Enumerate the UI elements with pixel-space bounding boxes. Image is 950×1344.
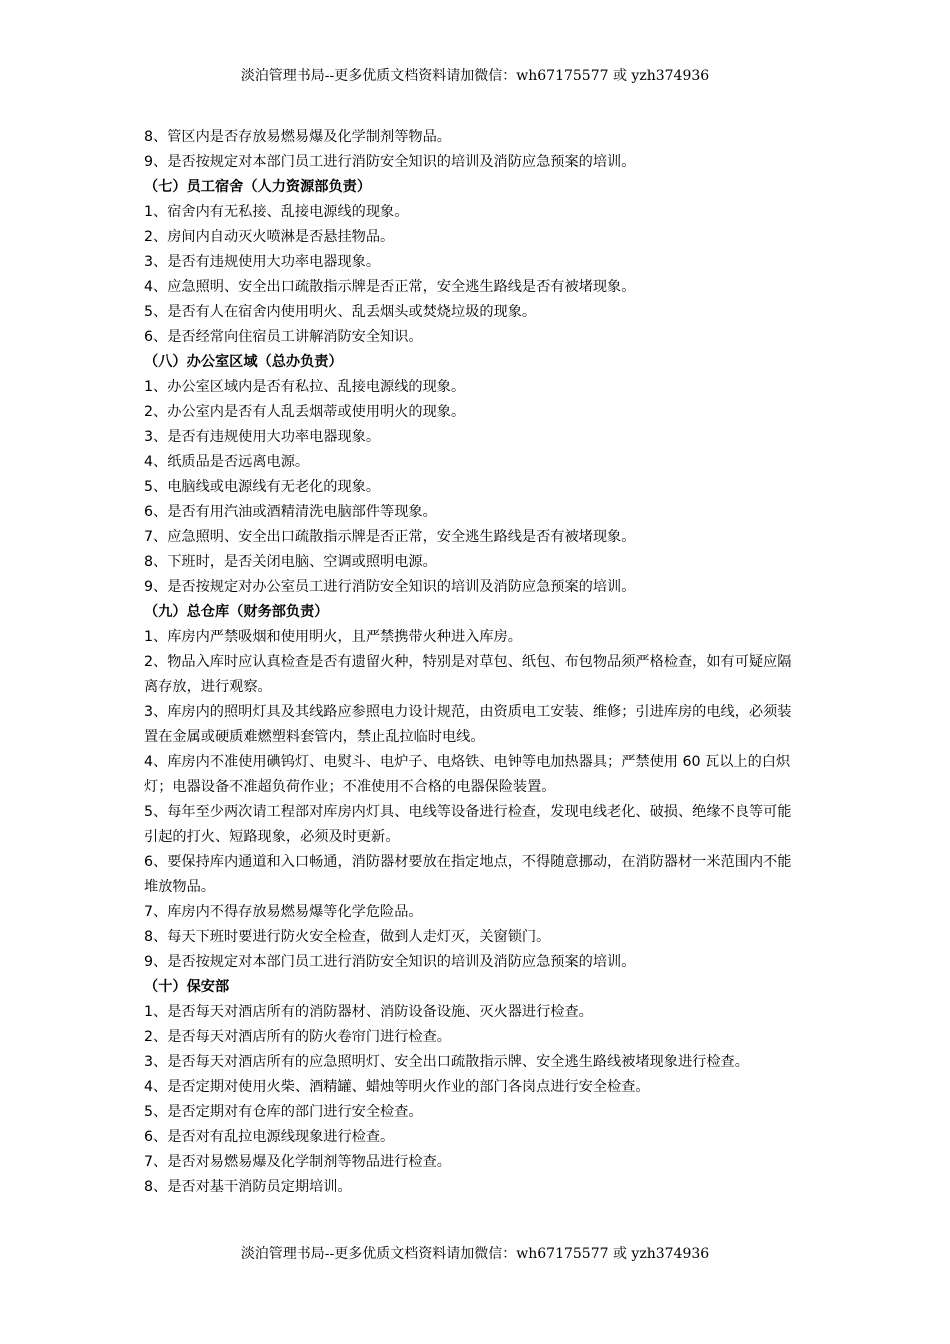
list-item: 8、管区内是否存放易燃易爆及化学制剂等物品。 xyxy=(144,129,451,145)
document-body xyxy=(144,125,804,1200)
page-footer: 淡泊管理书局--更多优质文档资料请加微信：wh67175577 或 yzh374936 xyxy=(240,1246,710,1262)
section-heading: （十）保安部 xyxy=(144,979,230,995)
list-item: 4、应急照明、安全出口疏散指示牌是否正常，安全逃生路线是否有被堵现象。 xyxy=(144,279,636,295)
list-item: 8、每天下班时要进行防火安全检查，做到人走灯灭，关窗锁门。 xyxy=(144,929,551,945)
page-header: 淡泊管理书局--更多优质文档资料请加微信：wh67175577 或 yzh374936 xyxy=(240,68,710,84)
list-item: 5、每年至少两次请工程部对库房内灯具、电线等设备进行检查，发现电线老化、破损、绝缘不良等可能引起的打火、短路现象，必须及时更新。 xyxy=(144,804,792,845)
list-item: 7、是否对易燃易爆及化学制剂等物品进行检查。 xyxy=(144,1154,451,1170)
list-item: 1、办公室区域内是否有私拉、乱接电源线的现象。 xyxy=(144,379,466,395)
list-item: 6、是否有用汽油或酒精清洗电脑部件等现象。 xyxy=(144,504,437,520)
section-heading: （七）员工宿舍（人力资源部负责） xyxy=(144,179,372,195)
list-item: 4、是否定期对使用火柴、酒精罐、蜡烛等明火作业的部门各岗点进行安全检查。 xyxy=(144,1079,650,1095)
list-item: 3、是否有违规使用大功率电器现象。 xyxy=(144,254,381,270)
section-heading: （九）总仓库（财务部负责） xyxy=(144,604,329,620)
list-item: 2、房间内自动灭火喷淋是否悬挂物品。 xyxy=(144,229,395,245)
list-item: 8、是否对基干消防员定期培训。 xyxy=(144,1179,352,1195)
list-item: 3、库房内的照明灯具及其线路应参照电力设计规范，由资质电工安装、维修；引进库房的电线，必须装置在金属或硬质难燃塑料套管内，禁止乱拉临时电线。 xyxy=(144,704,792,745)
list-item: 9、是否按规定对本部门员工进行消防安全知识的培训及消防应急预案的培训。 xyxy=(144,154,636,170)
list-item: 4、纸质品是否远离电源。 xyxy=(144,454,310,470)
list-item: 3、是否有违规使用大功率电器现象。 xyxy=(144,429,381,445)
list-item: 7、库房内不得存放易燃易爆等化学危险品。 xyxy=(144,904,423,920)
list-item: 6、是否对有乱拉电源线现象进行检查。 xyxy=(144,1129,395,1145)
list-item: 1、库房内严禁吸烟和使用明火，且严禁携带火种进入库房。 xyxy=(144,629,522,645)
list-item: 1、是否每天对酒店所有的消防器材、消防设备设施、灭火器进行检查。 xyxy=(144,1004,593,1020)
list-item: 2、办公室内是否有人乱丢烟蒂或使用明火的现象。 xyxy=(144,404,466,420)
list-item: 4、库房内不准使用碘钨灯、电熨斗、电炉子、电烙铁、电钟等电加热器具；严禁使用 60 瓦以上的白炽灯；电器设备不准超负荷作业；不准使用不合格的电器保险装置。 xyxy=(144,754,791,795)
list-item: 2、是否每天对酒店所有的防火卷帘门进行检查。 xyxy=(144,1029,451,1045)
list-item: 2、物品入库时应认真检查是否有遗留火种，特别是对草包、纸包、布包物品须严格检查，如有可疑应隔离存放，进行观察。 xyxy=(144,654,792,695)
list-item: 7、应急照明、安全出口疏散指示牌是否正常，安全逃生路线是否有被堵现象。 xyxy=(144,529,636,545)
list-item: 5、是否定期对有仓库的部门进行安全检查。 xyxy=(144,1104,423,1120)
section-heading: （八）办公室区域（总办负责） xyxy=(144,354,343,370)
list-item: 9、是否按规定对本部门员工进行消防安全知识的培训及消防应急预案的培训。 xyxy=(144,954,636,970)
list-item: 5、电脑线或电源线有无老化的现象。 xyxy=(144,479,381,495)
list-item: 9、是否按规定对办公室员工进行消防安全知识的培训及消防应急预案的培训。 xyxy=(144,579,636,595)
list-item: 3、是否每天对酒店所有的应急照明灯、安全出口疏散指示牌、安全逃生路线被堵现象进行检查。 xyxy=(144,1054,749,1070)
list-item: 1、宿舍内有无私接、乱接电源线的现象。 xyxy=(144,204,409,220)
list-item: 6、要保持库内通道和入口畅通，消防器材要放在指定地点，不得随意挪动，在消防器材一米范围内不能堆放物品。 xyxy=(144,854,792,895)
list-item: 8、下班时，是否关闭电脑、空调或照明电源。 xyxy=(144,554,437,570)
list-item: 5、是否有人在宿舍内使用明火、乱丢烟头或焚烧垃圾的现象。 xyxy=(144,304,537,320)
list-item: 6、是否经常向住宿员工讲解消防安全知识。 xyxy=(144,329,423,345)
